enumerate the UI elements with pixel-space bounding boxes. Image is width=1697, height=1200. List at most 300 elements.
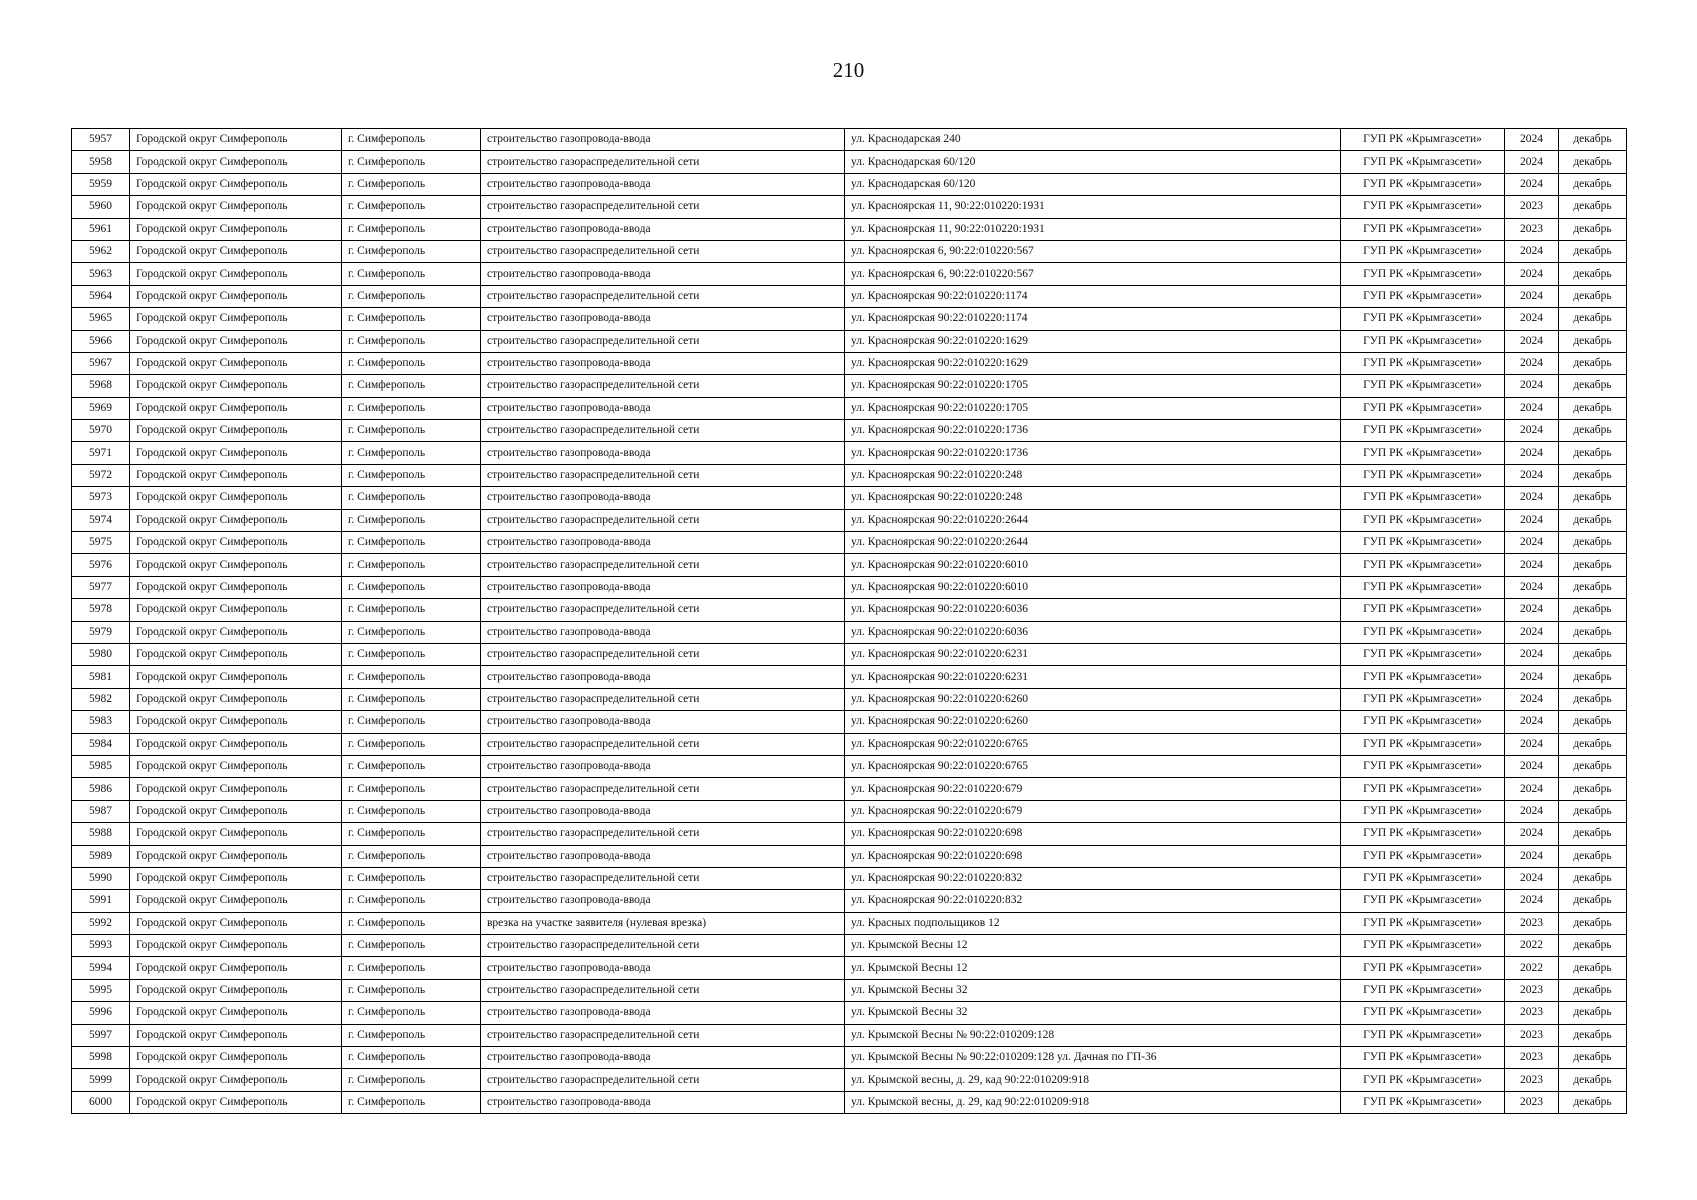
- organization-cell: ГУП РК «Крымгазсети»: [1341, 666, 1505, 688]
- month-cell: декабрь: [1559, 845, 1627, 867]
- city-cell: г. Симферополь: [342, 688, 481, 710]
- organization-cell: ГУП РК «Крымгазсети»: [1341, 240, 1505, 262]
- table-row: [72, 935, 1627, 957]
- city-cell: г. Симферополь: [342, 532, 481, 554]
- city-cell: г. Симферополь: [342, 285, 481, 307]
- row-number: 5971: [72, 442, 130, 464]
- row-number: 5997: [72, 1024, 130, 1046]
- year-cell: 2024: [1505, 621, 1559, 643]
- year-cell: 2024: [1505, 711, 1559, 733]
- district-cell: Городской округ Симферополь: [130, 375, 342, 397]
- city-cell: г. Симферополь: [342, 778, 481, 800]
- row-number: 5974: [72, 509, 130, 531]
- year-cell: 2024: [1505, 643, 1559, 665]
- organization-cell: ГУП РК «Крымгазсети»: [1341, 800, 1505, 822]
- year-cell: 2024: [1505, 599, 1559, 621]
- organization-cell: ГУП РК «Крымгазсети»: [1341, 173, 1505, 195]
- table-row: [72, 823, 1627, 845]
- city-cell: г. Симферополь: [342, 420, 481, 442]
- work-type-cell: строительство газопровода-ввода: [481, 576, 845, 598]
- table-row: [72, 464, 1627, 486]
- district-cell: Городской округ Симферополь: [130, 1091, 342, 1113]
- organization-cell: ГУП РК «Крымгазсети»: [1341, 890, 1505, 912]
- row-number: 5981: [72, 666, 130, 688]
- work-type-cell: строительство газораспределительной сети: [481, 643, 845, 665]
- year-cell: 2024: [1505, 845, 1559, 867]
- address-cell: ул. Красноярская 90:22:010220:1629: [845, 330, 1341, 352]
- table-row: [72, 352, 1627, 374]
- gasification-table: [71, 128, 1627, 1114]
- month-cell: декабрь: [1559, 755, 1627, 777]
- table-row: [72, 509, 1627, 531]
- year-cell: 2024: [1505, 778, 1559, 800]
- district-cell: Городской округ Симферополь: [130, 912, 342, 934]
- city-cell: г. Симферополь: [342, 375, 481, 397]
- city-cell: г. Симферополь: [342, 330, 481, 352]
- district-cell: Городской округ Симферополь: [130, 442, 342, 464]
- year-cell: 2023: [1505, 1069, 1559, 1091]
- organization-cell: ГУП РК «Крымгазсети»: [1341, 867, 1505, 889]
- year-cell: 2024: [1505, 352, 1559, 374]
- city-cell: г. Симферополь: [342, 890, 481, 912]
- city-cell: г. Симферополь: [342, 845, 481, 867]
- table-row: [72, 1069, 1627, 1091]
- year-cell: 2024: [1505, 733, 1559, 755]
- row-number: 5994: [72, 957, 130, 979]
- address-cell: ул. Красноярская 90:22:010220:6765: [845, 733, 1341, 755]
- city-cell: г. Симферополь: [342, 1069, 481, 1091]
- month-cell: декабрь: [1559, 666, 1627, 688]
- city-cell: г. Симферополь: [342, 1047, 481, 1069]
- work-type-cell: строительство газораспределительной сети: [481, 240, 845, 262]
- month-cell: декабрь: [1559, 196, 1627, 218]
- table-row: [72, 397, 1627, 419]
- city-cell: г. Симферополь: [342, 509, 481, 531]
- year-cell: 2024: [1505, 800, 1559, 822]
- organization-cell: ГУП РК «Крымгазсети»: [1341, 196, 1505, 218]
- organization-cell: ГУП РК «Крымгазсети»: [1341, 979, 1505, 1001]
- address-cell: ул. Красноярская 90:22:010220:1629: [845, 352, 1341, 374]
- city-cell: г. Симферополь: [342, 867, 481, 889]
- address-cell: ул. Красноярская 90:22:010220:2644: [845, 532, 1341, 554]
- organization-cell: ГУП РК «Крымгазсети»: [1341, 397, 1505, 419]
- row-number: 5961: [72, 218, 130, 240]
- address-cell: ул. Красноярская 90:22:010220:6765: [845, 755, 1341, 777]
- address-cell: ул. Краснодарская 240: [845, 129, 1341, 151]
- city-cell: г. Симферополь: [342, 935, 481, 957]
- address-cell: ул. Красноярская 90:22:010220:832: [845, 867, 1341, 889]
- table-row: [72, 599, 1627, 621]
- address-cell: ул. Крымской Весны № 90:22:010209:128: [845, 1024, 1341, 1046]
- row-number: 5978: [72, 599, 130, 621]
- district-cell: Городской округ Симферополь: [130, 532, 342, 554]
- organization-cell: ГУП РК «Крымгазсети»: [1341, 151, 1505, 173]
- table-row: [72, 285, 1627, 307]
- district-cell: Городской округ Симферополь: [130, 800, 342, 822]
- city-cell: г. Симферополь: [342, 442, 481, 464]
- row-number: 5970: [72, 420, 130, 442]
- address-cell: ул. Красноярская 90:22:010220:6231: [845, 643, 1341, 665]
- year-cell: 2024: [1505, 308, 1559, 330]
- work-type-cell: строительство газораспределительной сети: [481, 935, 845, 957]
- organization-cell: ГУП РК «Крымгазсети»: [1341, 352, 1505, 374]
- work-type-cell: строительство газопровода-ввода: [481, 487, 845, 509]
- row-number: 5999: [72, 1069, 130, 1091]
- address-cell: ул. Красноярская 90:22:010220:1736: [845, 442, 1341, 464]
- table-row: [72, 778, 1627, 800]
- month-cell: декабрь: [1559, 935, 1627, 957]
- year-cell: 2024: [1505, 823, 1559, 845]
- address-cell: ул. Красноярская 90:22:010220:6010: [845, 554, 1341, 576]
- year-cell: 2024: [1505, 173, 1559, 195]
- month-cell: декабрь: [1559, 420, 1627, 442]
- month-cell: декабрь: [1559, 285, 1627, 307]
- month-cell: декабрь: [1559, 532, 1627, 554]
- organization-cell: ГУП РК «Крымгазсети»: [1341, 688, 1505, 710]
- district-cell: Городской округ Симферополь: [130, 599, 342, 621]
- month-cell: декабрь: [1559, 621, 1627, 643]
- year-cell: 2024: [1505, 285, 1559, 307]
- address-cell: ул. Красноярская 90:22:010220:698: [845, 845, 1341, 867]
- row-number: 5959: [72, 173, 130, 195]
- work-type-cell: строительство газопровода-ввода: [481, 397, 845, 419]
- month-cell: декабрь: [1559, 867, 1627, 889]
- row-number: 5992: [72, 912, 130, 934]
- year-cell: 2023: [1505, 1091, 1559, 1113]
- work-type-cell: строительство газопровода-ввода: [481, 621, 845, 643]
- city-cell: г. Симферополь: [342, 151, 481, 173]
- city-cell: г. Симферополь: [342, 576, 481, 598]
- work-type-cell: строительство газораспределительной сети: [481, 979, 845, 1001]
- work-type-cell: строительство газораспределительной сети: [481, 733, 845, 755]
- district-cell: Городской округ Симферополь: [130, 330, 342, 352]
- year-cell: 2024: [1505, 375, 1559, 397]
- year-cell: 2024: [1505, 420, 1559, 442]
- year-cell: 2023: [1505, 979, 1559, 1001]
- month-cell: декабрь: [1559, 308, 1627, 330]
- year-cell: 2023: [1505, 1024, 1559, 1046]
- row-number: 5982: [72, 688, 130, 710]
- row-number: 5972: [72, 464, 130, 486]
- table-row: [72, 129, 1627, 151]
- organization-cell: ГУП РК «Крымгазсети»: [1341, 464, 1505, 486]
- table-row: [72, 218, 1627, 240]
- table-row: [72, 173, 1627, 195]
- district-cell: Городской округ Симферополь: [130, 263, 342, 285]
- month-cell: декабрь: [1559, 979, 1627, 1001]
- district-cell: Городской округ Симферополь: [130, 1024, 342, 1046]
- month-cell: декабрь: [1559, 554, 1627, 576]
- city-cell: г. Симферополь: [342, 957, 481, 979]
- work-type-cell: строительство газораспределительной сети: [481, 688, 845, 710]
- address-cell: ул. Красноярская 90:22:010220:6036: [845, 599, 1341, 621]
- table-row: [72, 1002, 1627, 1024]
- city-cell: г. Симферополь: [342, 823, 481, 845]
- city-cell: г. Симферополь: [342, 711, 481, 733]
- month-cell: декабрь: [1559, 688, 1627, 710]
- city-cell: г. Симферополь: [342, 1002, 481, 1024]
- organization-cell: ГУП РК «Крымгазсети»: [1341, 487, 1505, 509]
- district-cell: Городской округ Симферополь: [130, 957, 342, 979]
- organization-cell: ГУП РК «Крымгазсети»: [1341, 1091, 1505, 1113]
- month-cell: декабрь: [1559, 464, 1627, 486]
- table-row: [72, 711, 1627, 733]
- address-cell: ул. Крымской Весны 12: [845, 957, 1341, 979]
- work-type-cell: строительство газораспределительной сети: [481, 599, 845, 621]
- city-cell: г. Симферополь: [342, 755, 481, 777]
- district-cell: Городской округ Симферополь: [130, 487, 342, 509]
- work-type-cell: строительство газораспределительной сети: [481, 778, 845, 800]
- organization-cell: ГУП РК «Крымгазсети»: [1341, 912, 1505, 934]
- row-number: 5991: [72, 890, 130, 912]
- city-cell: г. Симферополь: [342, 1091, 481, 1113]
- work-type-cell: строительство газопровода-ввода: [481, 666, 845, 688]
- month-cell: декабрь: [1559, 800, 1627, 822]
- row-number: 5993: [72, 935, 130, 957]
- row-number: 5966: [72, 330, 130, 352]
- city-cell: г. Симферополь: [342, 979, 481, 1001]
- city-cell: г. Симферополь: [342, 621, 481, 643]
- work-type-cell: строительство газопровода-ввода: [481, 442, 845, 464]
- work-type-cell: строительство газораспределительной сети: [481, 867, 845, 889]
- month-cell: декабрь: [1559, 711, 1627, 733]
- address-cell: ул. Красноярская 90:22:010220:6036: [845, 621, 1341, 643]
- city-cell: г. Симферополь: [342, 196, 481, 218]
- city-cell: г. Симферополь: [342, 1024, 481, 1046]
- work-type-cell: строительство газораспределительной сети: [481, 375, 845, 397]
- organization-cell: ГУП РК «Крымгазсети»: [1341, 957, 1505, 979]
- year-cell: 2024: [1505, 487, 1559, 509]
- year-cell: 2024: [1505, 509, 1559, 531]
- district-cell: Городской округ Симферополь: [130, 711, 342, 733]
- year-cell: 2024: [1505, 890, 1559, 912]
- table-row: [72, 1047, 1627, 1069]
- work-type-cell: строительство газопровода-ввода: [481, 800, 845, 822]
- organization-cell: ГУП РК «Крымгазсети»: [1341, 218, 1505, 240]
- year-cell: 2024: [1505, 666, 1559, 688]
- city-cell: г. Симферополь: [342, 487, 481, 509]
- address-cell: ул. Крымской Весны № 90:22:010209:128 ул. Дачная по ГП-36: [845, 1047, 1341, 1069]
- year-cell: 2023: [1505, 218, 1559, 240]
- row-number: 5975: [72, 532, 130, 554]
- year-cell: 2024: [1505, 442, 1559, 464]
- month-cell: декабрь: [1559, 778, 1627, 800]
- month-cell: декабрь: [1559, 442, 1627, 464]
- organization-cell: ГУП РК «Крымгазсети»: [1341, 778, 1505, 800]
- city-cell: г. Симферополь: [342, 733, 481, 755]
- table-row: [72, 420, 1627, 442]
- table-row: [72, 979, 1627, 1001]
- row-number: 5958: [72, 151, 130, 173]
- address-cell: ул. Красноярская 90:22:010220:248: [845, 487, 1341, 509]
- district-cell: Городской округ Симферополь: [130, 688, 342, 710]
- work-type-cell: строительство газораспределительной сети: [481, 285, 845, 307]
- district-cell: Городской округ Симферополь: [130, 196, 342, 218]
- district-cell: Городской округ Симферополь: [130, 643, 342, 665]
- district-cell: Городской округ Симферополь: [130, 755, 342, 777]
- address-cell: ул. Красных подпольщиков 12: [845, 912, 1341, 934]
- city-cell: г. Симферополь: [342, 666, 481, 688]
- year-cell: 2024: [1505, 240, 1559, 262]
- row-number: 5973: [72, 487, 130, 509]
- table-row: [72, 643, 1627, 665]
- work-type-cell: строительство газопровода-ввода: [481, 308, 845, 330]
- district-cell: Городской округ Симферополь: [130, 1002, 342, 1024]
- organization-cell: ГУП РК «Крымгазсети»: [1341, 1024, 1505, 1046]
- city-cell: г. Симферополь: [342, 263, 481, 285]
- organization-cell: ГУП РК «Крымгазсети»: [1341, 129, 1505, 151]
- district-cell: Городской округ Симферополь: [130, 576, 342, 598]
- row-number: 5967: [72, 352, 130, 374]
- organization-cell: ГУП РК «Крымгазсети»: [1341, 755, 1505, 777]
- work-type-cell: строительство газопровода-ввода: [481, 263, 845, 285]
- address-cell: ул. Красноярская 90:22:010220:6260: [845, 688, 1341, 710]
- table-row: [72, 554, 1627, 576]
- table-row: [72, 867, 1627, 889]
- table-row: [72, 532, 1627, 554]
- month-cell: декабрь: [1559, 352, 1627, 374]
- address-cell: ул. Крымской Весны 12: [845, 935, 1341, 957]
- address-cell: ул. Крымской Весны 32: [845, 1002, 1341, 1024]
- district-cell: Городской округ Симферополь: [130, 867, 342, 889]
- district-cell: Городской округ Симферополь: [130, 733, 342, 755]
- work-type-cell: строительство газопровода-ввода: [481, 845, 845, 867]
- address-cell: ул. Красноярская 90:22:010220:679: [845, 778, 1341, 800]
- table-row: [72, 487, 1627, 509]
- table-row: [72, 800, 1627, 822]
- row-number: 5979: [72, 621, 130, 643]
- row-number: 5968: [72, 375, 130, 397]
- row-number: 6000: [72, 1091, 130, 1113]
- year-cell: 2024: [1505, 688, 1559, 710]
- city-cell: г. Симферополь: [342, 240, 481, 262]
- work-type-cell: строительство газораспределительной сети: [481, 464, 845, 486]
- organization-cell: ГУП РК «Крымгазсети»: [1341, 330, 1505, 352]
- city-cell: г. Симферополь: [342, 397, 481, 419]
- table-row: [72, 240, 1627, 262]
- city-cell: г. Симферополь: [342, 599, 481, 621]
- organization-cell: ГУП РК «Крымгазсети»: [1341, 285, 1505, 307]
- city-cell: г. Симферополь: [342, 218, 481, 240]
- work-type-cell: строительство газопровода-ввода: [481, 1002, 845, 1024]
- district-cell: Городской округ Симферополь: [130, 397, 342, 419]
- address-cell: ул. Крымской весны, д. 29, кад 90:22:010209:918: [845, 1091, 1341, 1113]
- work-type-cell: строительство газораспределительной сети: [481, 196, 845, 218]
- month-cell: декабрь: [1559, 1002, 1627, 1024]
- city-cell: г. Симферополь: [342, 352, 481, 374]
- district-cell: Городской округ Симферополь: [130, 979, 342, 1001]
- row-number: 5998: [72, 1047, 130, 1069]
- month-cell: декабрь: [1559, 1069, 1627, 1091]
- table-row: [72, 666, 1627, 688]
- month-cell: декабрь: [1559, 576, 1627, 598]
- district-cell: Городской округ Симферополь: [130, 890, 342, 912]
- table-row: [72, 957, 1627, 979]
- district-cell: Городской округ Симферополь: [130, 352, 342, 374]
- row-number: 5977: [72, 576, 130, 598]
- work-type-cell: врезка на участке заявителя (нулевая врезка): [481, 912, 845, 934]
- organization-cell: ГУП РК «Крымгазсети»: [1341, 1002, 1505, 1024]
- row-number: 5957: [72, 129, 130, 151]
- work-type-cell: строительство газопровода-ввода: [481, 352, 845, 374]
- row-number: 5986: [72, 778, 130, 800]
- year-cell: 2023: [1505, 1002, 1559, 1024]
- organization-cell: ГУП РК «Крымгазсети»: [1341, 711, 1505, 733]
- address-cell: ул. Красноярская 90:22:010220:1174: [845, 285, 1341, 307]
- organization-cell: ГУП РК «Крымгазсети»: [1341, 263, 1505, 285]
- organization-cell: ГУП РК «Крымгазсети»: [1341, 420, 1505, 442]
- row-number: 5985: [72, 755, 130, 777]
- address-cell: ул. Красноярская 6, 90:22:010220:567: [845, 240, 1341, 262]
- address-cell: ул. Красноярская 90:22:010220:698: [845, 823, 1341, 845]
- month-cell: декабрь: [1559, 218, 1627, 240]
- district-cell: Городской округ Симферополь: [130, 509, 342, 531]
- district-cell: Городской округ Симферополь: [130, 308, 342, 330]
- month-cell: декабрь: [1559, 912, 1627, 934]
- year-cell: 2022: [1505, 935, 1559, 957]
- work-type-cell: строительство газопровода-ввода: [481, 532, 845, 554]
- table-row: [72, 576, 1627, 598]
- district-cell: Городской округ Симферополь: [130, 845, 342, 867]
- city-cell: г. Симферополь: [342, 643, 481, 665]
- district-cell: Городской округ Симферополь: [130, 218, 342, 240]
- year-cell: 2024: [1505, 532, 1559, 554]
- work-type-cell: строительство газораспределительной сети: [481, 151, 845, 173]
- organization-cell: ГУП РК «Крымгазсети»: [1341, 733, 1505, 755]
- month-cell: декабрь: [1559, 1024, 1627, 1046]
- city-cell: г. Симферополь: [342, 173, 481, 195]
- month-cell: декабрь: [1559, 487, 1627, 509]
- address-cell: ул. Красноярская 90:22:010220:248: [845, 464, 1341, 486]
- page-number: 210: [832, 58, 865, 82]
- month-cell: декабрь: [1559, 643, 1627, 665]
- district-cell: Городской округ Симферополь: [130, 554, 342, 576]
- month-cell: декабрь: [1559, 890, 1627, 912]
- table-row: [72, 263, 1627, 285]
- district-cell: Городской округ Симферополь: [130, 1069, 342, 1091]
- organization-cell: ГУП РК «Крымгазсети»: [1341, 442, 1505, 464]
- row-number: 5962: [72, 240, 130, 262]
- row-number: 5984: [72, 733, 130, 755]
- row-number: 5988: [72, 823, 130, 845]
- year-cell: 2023: [1505, 912, 1559, 934]
- address-cell: ул. Красноярская 90:22:010220:1705: [845, 397, 1341, 419]
- address-cell: ул. Красноярская 90:22:010220:6231: [845, 666, 1341, 688]
- work-type-cell: строительство газопровода-ввода: [481, 1091, 845, 1113]
- address-cell: ул. Красноярская 90:22:010220:832: [845, 890, 1341, 912]
- organization-cell: ГУП РК «Крымгазсети»: [1341, 1047, 1505, 1069]
- district-cell: Городской округ Симферополь: [130, 129, 342, 151]
- district-cell: Городской округ Симферополь: [130, 285, 342, 307]
- address-cell: ул. Краснодарская 60/120: [845, 173, 1341, 195]
- month-cell: декабрь: [1559, 173, 1627, 195]
- work-type-cell: строительство газораспределительной сети: [481, 330, 845, 352]
- district-cell: Городской округ Симферополь: [130, 420, 342, 442]
- city-cell: г. Симферополь: [342, 800, 481, 822]
- district-cell: Городской округ Симферополь: [130, 666, 342, 688]
- address-cell: ул. Краснодарская 60/120: [845, 151, 1341, 173]
- month-cell: декабрь: [1559, 509, 1627, 531]
- organization-cell: ГУП РК «Крымгазсети»: [1341, 308, 1505, 330]
- district-cell: Городской округ Симферополь: [130, 778, 342, 800]
- organization-cell: ГУП РК «Крымгазсети»: [1341, 1069, 1505, 1091]
- row-number: 5969: [72, 397, 130, 419]
- year-cell: 2024: [1505, 755, 1559, 777]
- city-cell: г. Симферополь: [342, 912, 481, 934]
- year-cell: 2023: [1505, 196, 1559, 218]
- table-row: [72, 330, 1627, 352]
- address-cell: ул. Красноярская 90:22:010220:1705: [845, 375, 1341, 397]
